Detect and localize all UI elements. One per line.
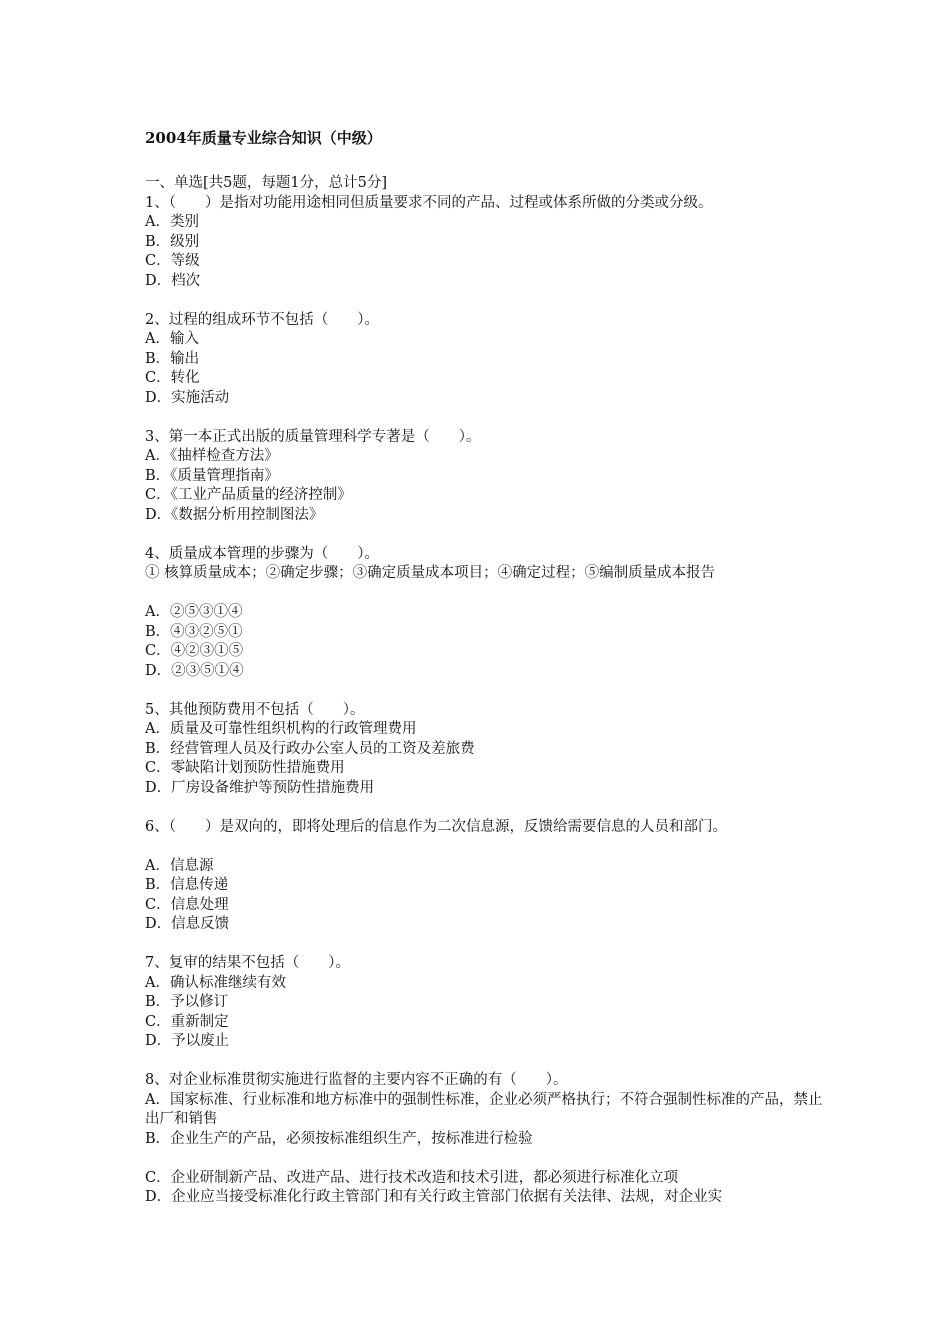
option-b: B．输出 xyxy=(145,350,200,367)
spacer xyxy=(145,1149,825,1169)
question-4 xyxy=(145,545,825,682)
question-stem: 7、复审的结果不包括（ ）。 xyxy=(145,955,350,971)
option-a: A．《抽样检查方法》 xyxy=(145,448,279,464)
option-d: D．《数据分析用控制图法》 xyxy=(145,506,324,523)
question-stem: 1、（ ）是指对功能用途相同但质量要求不同的产品、过程或体系所做的分类或分级。 xyxy=(145,194,713,211)
question-8 xyxy=(145,1071,825,1208)
option-b: B．予以修订 xyxy=(145,994,229,1010)
option-b: B．经营管理人员及行政办公室人员的工资及差旅费 xyxy=(145,740,475,757)
option-d: D．企业应当接受标准化行政主管部门和有关行政主管部门依据有关法律、法规，对企业实 xyxy=(145,1189,723,1205)
option-d: D．予以废止 xyxy=(145,1033,230,1049)
option-b: B．④③②⑤① xyxy=(145,623,243,640)
question-stem: 4、质量成本管理的步骤为（ ）。 xyxy=(145,545,379,562)
spacer xyxy=(145,584,825,604)
option-d: D．实施活动 xyxy=(145,389,230,406)
option-c: C．《工业产品质量的经济控制》 xyxy=(145,487,352,503)
option-a: A．输入 xyxy=(145,331,199,347)
question-stem: 2、过程的组成环节不包括（ ）。 xyxy=(145,311,379,328)
option-d: D．厂房设备维护等预防性措施费用 xyxy=(145,779,375,796)
question-7 xyxy=(145,954,825,1052)
option-b: B．企业生产的产品，必须按标准组织生产，按标准进行检验 xyxy=(145,1130,533,1147)
option-c: C．信息处理 xyxy=(145,896,229,913)
option-a: A．②⑤③①④ xyxy=(145,604,243,620)
option-c: C．零缺陷计划预防性措施费用 xyxy=(145,760,345,776)
option-b: B．《质量管理指南》 xyxy=(145,467,279,484)
question-stem: 6、（ ）是双向的，即将处理后的信息作为二次信息源，反馈给需要信息的人员和部门。 xyxy=(145,818,727,835)
question-2 xyxy=(145,311,825,409)
question-stem: 8、对企业标准贯彻实施进行监督的主要内容不正确的有（ ）。 xyxy=(145,1072,568,1088)
option-c: C．转化 xyxy=(145,370,200,386)
question-1 xyxy=(145,194,825,292)
option-c: C．重新制定 xyxy=(145,1013,229,1030)
option-b: B．信息传递 xyxy=(145,877,229,893)
option-b: B．级别 xyxy=(145,233,200,250)
option-d: D．②③⑤①④ xyxy=(145,662,244,679)
question-stem: 5、其他预防费用不包括（ ）。 xyxy=(145,701,365,718)
question-5 xyxy=(145,701,825,799)
question-6 xyxy=(145,818,825,935)
option-c: C．企业研制新产品、改进产品、进行技术改造和技术引进，都必须进行标准化立项 xyxy=(145,1169,679,1186)
option-a: A．质量及可靠性组织机构的行政管理费用 xyxy=(145,721,417,737)
option-c: C．④②③①⑤ xyxy=(145,643,244,659)
option-d: D．信息反馈 xyxy=(145,916,230,932)
document-page xyxy=(145,129,825,1208)
section-heading: 一、单选[共5题，每题1分，总计5分] xyxy=(145,175,387,191)
option-a: A．确认标准继续有效 xyxy=(145,974,286,991)
spacer xyxy=(145,837,825,857)
question-3 xyxy=(145,428,825,526)
option-a: A．国家标准、行业标准和地方标准中的强制性标准，企业必须严格执行；不符合强制性标准的产品，禁止出厂和销售 xyxy=(145,1091,823,1127)
option-c: C．等级 xyxy=(145,253,200,269)
option-d: D．档次 xyxy=(145,272,201,289)
document-title: 2004年质量专业综合知识（中级） xyxy=(145,129,382,147)
option-a: A．信息源 xyxy=(145,857,214,874)
question-steps-list: ① 核算质量成本；②确定步骤；③确定质量成本项目；④确定过程；⑤编制质量成本报告 xyxy=(145,565,716,581)
question-stem: 3、第一本正式出版的质量管理科学专著是（ ）。 xyxy=(145,428,481,445)
option-a: A．类别 xyxy=(145,214,199,230)
